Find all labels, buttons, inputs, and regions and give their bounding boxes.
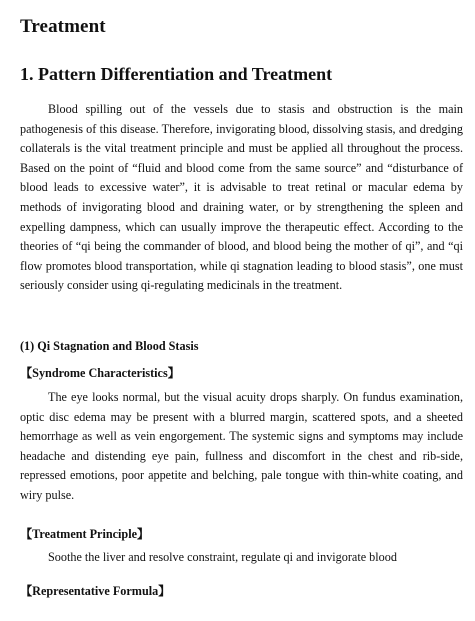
syndrome-paragraph: The eye looks normal, but the visual acuity drops sharply. On fundus examination, optic disc edema may be present with a blurred margin, scattered spots, and a sheeted hemorrhage as well as vein engorgement. The systemic signs and symptoms may include headache and distending eye pain, fullness and discomfort in the chest and rib-side, repressed emotions, poor appetite and belching, pale tongue with thin-white coating, and wiry pulse. bbox=[20, 390, 463, 502]
pattern-heading: (1) Qi Stagnation and Blood Stasis bbox=[20, 339, 199, 353]
intro-paragraph: Blood spilling out of the vessels due to stasis and obstruction is the main pathogenesis of this disease. Therefore, invigorating blood, dissolving stasis, and dredging collaterals is the vital treatment principle and must be applied all throughout the process. Based on the point of “fluid and blood come from the same source” and “disturbance of blood leads to excessive water”, it is advisable to treat retinal or macular edema by methods of invigorating blood and draining water, or by strengthening the spleen and expelling dampness, which can usually improve the therapeutic effect. According to the theories of “qi being the commander of blood, and blood being the mother of qi”, and “qi flow promotes blood transportation, while qi stagnation leading to blood stasis”, one must seriously consider using qi-regulating medicinals in the treatment. bbox=[20, 102, 463, 293]
syndrome-characteristics-heading: 【Syndrome Characteristics】 bbox=[20, 366, 180, 380]
section-heading: 1. Pattern Differentiation and Treatment bbox=[20, 64, 333, 84]
treatment-principle-heading: 【Treatment Principle】 bbox=[20, 527, 150, 541]
page-title: Treatment bbox=[20, 16, 106, 37]
treatment-principle-paragraph: Soothe the liver and resolve constraint, regulate qi and invigorate blood bbox=[48, 550, 397, 564]
representative-formula-heading: 【Representative Formula】 bbox=[20, 584, 171, 598]
